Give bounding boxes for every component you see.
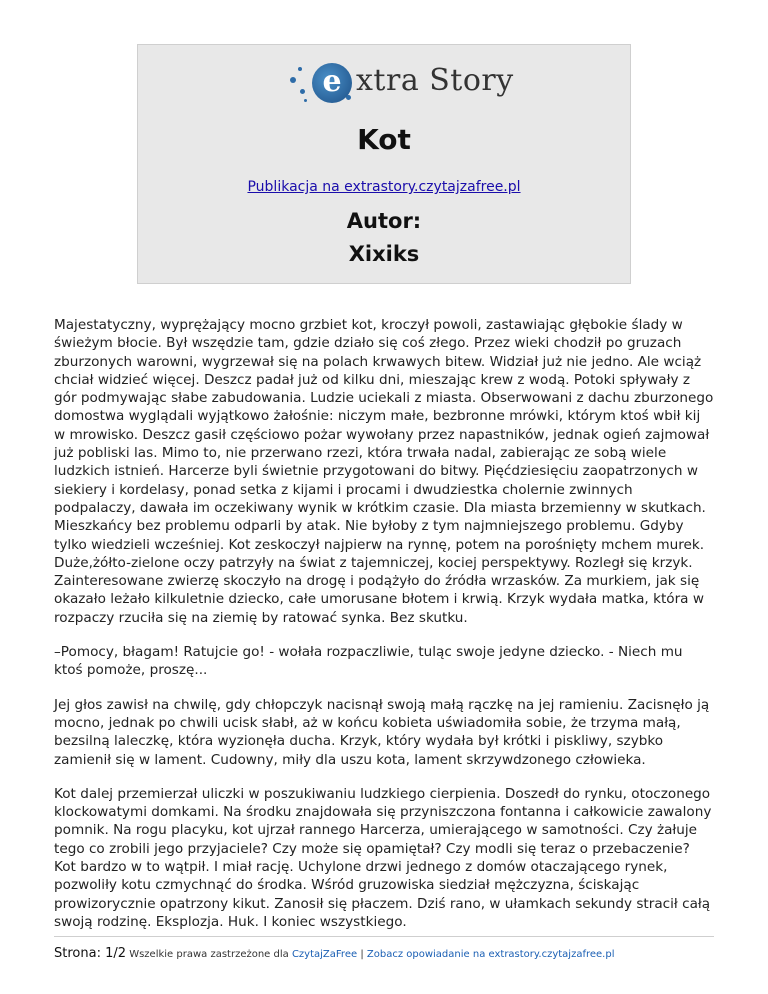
logo-text: xtra Story bbox=[356, 63, 514, 98]
footer-divider bbox=[54, 936, 714, 937]
czytajzafree-link[interactable]: CzytajZaFree bbox=[291, 949, 358, 960]
story-page-link[interactable]: Zobacz opowiadanie na extrastory.czytajzafree.pl bbox=[366, 949, 615, 960]
logo-e-icon: e bbox=[312, 63, 352, 103]
author-label: Autor: bbox=[346, 209, 422, 233]
paragraph: –Pomocy, błagam! Ratujcie go! - wołała rozpaczliwie, tuląc swoje jedyne dziecko. - Niech mu ktoś pomoże, proszę... bbox=[54, 644, 683, 679]
story-content bbox=[54, 316, 714, 947]
page-indicator: Strona: 1/2 bbox=[54, 946, 127, 961]
paragraph: Kot dalej przemierzał uliczki w poszukiwaniu ludzkiego cierpienia. Doszedł do rynku, otoczonego klockowatymi domkami. Na środku znajdowała się przyniszczona fontanna i całkowicie zawalony pomnik. Na rogu placyku, kot ujrzał rannego Harcerza, umierającego w samotności. Czy żałuje tego co zrobili jego przyjaciele? Czy może się opamiętał? Czy modli się teraz o przebaczenie? Kot bardzo w to wątpił. I miał rację. Uchylone drzwi jednego z domów otaczającego rynek, pozwoliły kotu czmychnąć do środka. Wśród gruzowiska siedział mężczyzna, ściskając prowizorycznie opatrzony kikut. Zanosił się płaczem. Dziś rano, w ułamkach sekundy stracił całą swoją rodzinę. Eksplozja. Huk. I koniec wszystkiego. bbox=[54, 785, 712, 930]
header-box bbox=[137, 44, 631, 284]
paragraph: Jej głos zawisł na chwilę, gdy chłopczyk nacisnął swoją małą rączkę na jej ramieniu. Zacisnęło ją mocno, jednak po chwili ucisk słabł, aż w końcu kobieta uświadomiła sobie, że trzyma małą, bezsilną laleczkę, która wyzionęła ducha. Krzyk, który wydała był krótki i piskliwy, szybko zamienił się w lament. Cudowny, miły dla uszu kota, lament skrzywdzonego człowieka. bbox=[54, 696, 710, 768]
publication-link-row bbox=[138, 179, 630, 195]
rights-text: Wszelkie prawa zastrzeżone dla bbox=[129, 949, 289, 960]
paragraph: Majestatyczny, wyprężający mocno grzbiet kot, kroczył powoli, zastawiając głębokie ślady w świeżym błocie. Był wszędzie tam, gdzie działo się coś złego. Przez wieki chodził po gruzach zburzonych warowni, wygrzewał się na polach krwawych bitew. Widział już nie jedno. Ale wciąż chciał widzieć więcej. Deszcz padał już od kilku dni, mieszając krew z wodą. Potoki spływały z gór podmywając słabe zabudowania. Ludzie uciekali z miasta. Obserwowani z dachu zburzonego domostwa wyglądali wyjątkowo żałośnie: niczym małe, bezbronne mrówki, którym ktoś wbił kij w mrowisko. Deszcz gasił częściowo pożar wywołany przez napastników, jednak ogień zajmował już pobliski las. Mimo to, nie przerwano rzezi, która trwała nadal, zabierając ze sobą wiele ludzkich istnień. Harcerze byli świetnie przygotowani do bitwy. Pięćdziesięciu zaopatrzonych w siekiery i kordelasy, ponad setka z kijami i procami i dwudziestka cholernie zwinnych podpalaczy, dawała im oczekiwany wynik w krótkim czasie. Dla miasta brzemienny w skutkach. Mieszkańcy bez problemu odparli by atak. Nie byłoby z tym najmniejszego problemu. Gdyby tylko wiedzieli wcześniej. Kot zeskoczył najpierw na rynnę, potem na porośnięty mchem murek. Duże,żółto-zielone oczy patrzyły na świat z tajemniczej, kociej perspektywy. Rozległ się krzyk. Zainteresowane zwierzę skoczyło na drogę i podążyło do źródła wrzasków. Za murkiem, jak się okazało leżało kilkuletnie dziecko, całe umorusane błotem i krwią. Krzyk wydała matka, która w rozpaczy rzuciła się na ziemię by ratować synka. Bez skutku. bbox=[54, 317, 714, 626]
footer bbox=[54, 946, 754, 961]
author-name: Xixiks bbox=[348, 242, 420, 266]
publication-link[interactable]: Publikacja na extrastory.czytajzafree.pl bbox=[247, 179, 521, 195]
footer-separator: | bbox=[360, 949, 364, 960]
story-title: Kot bbox=[357, 123, 411, 156]
author-block bbox=[138, 205, 630, 271]
site-logo[interactable] bbox=[286, 59, 514, 109]
